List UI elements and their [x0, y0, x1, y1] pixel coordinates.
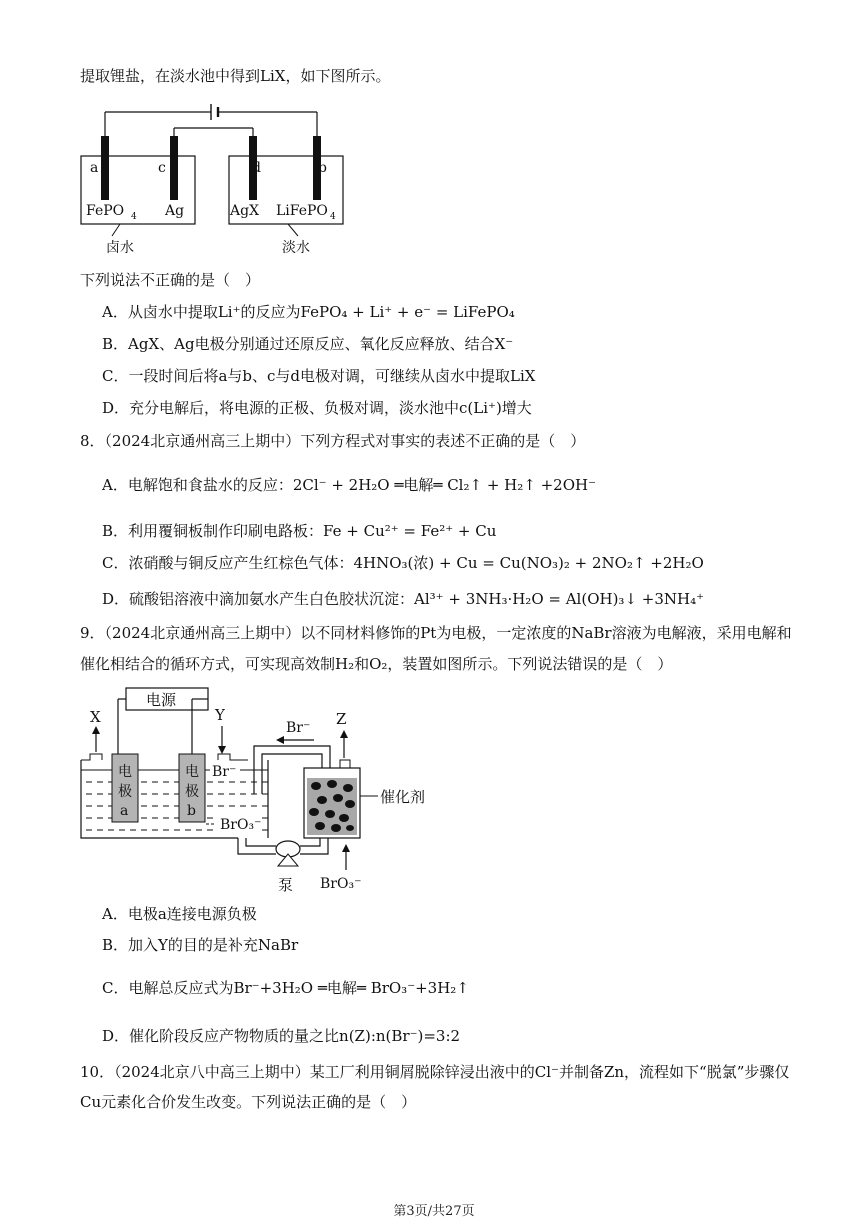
label-z: Z: [336, 710, 347, 728]
q7-stem: 下列说法不正确的是（ ）: [80, 271, 261, 289]
elec-a-char2: 极: [118, 784, 132, 800]
electrode-c: [170, 136, 178, 200]
label-pump: 泵: [278, 876, 294, 894]
q9-stem-line1: 9．（2024北京通州高三上期中）以不同材料修饰的Pt为电极，一定浓度的NaBr溶液为电解液，采用电解和: [80, 624, 792, 642]
q7-option-b: B．AgX、Ag电极分别通过还原反应、氧化反应释放、结合X⁻: [102, 335, 514, 353]
q9-option-b: B．加入Y的目的是补充NaBr: [102, 936, 299, 954]
label-a: a: [90, 160, 99, 176]
q7-option-a: A．从卤水中提取Li⁺的反应为FePO₄ + Li⁺ + e⁻ = LiFePO₄: [102, 303, 515, 321]
elec-b-char1: 电: [185, 764, 199, 780]
label-c: c: [158, 160, 166, 176]
material-ag: Ag: [165, 203, 185, 219]
label-brine: 卤水: [106, 240, 134, 256]
label-bro3-tank: BrO₃⁻: [220, 817, 262, 833]
label-catalyst: 催化剂: [380, 788, 426, 806]
label-x: X: [90, 708, 101, 726]
q8-option-d: D．硫酸铝溶液中滴加氨水产生白色胶状沉淀：Al³⁺ + 3NH₃·H₂O = Al(OH)₃↓ +3NH₄⁺: [102, 590, 705, 608]
label-freshwater: 淡水: [282, 240, 310, 256]
q8-option-c: C．浓硝酸与铜反应产生红棕色气体：4HNO₃(浓) + Cu = Cu(NO₃)₂ + 2NO₂↑ +2H₂O: [102, 554, 704, 572]
elec-a-char3: a: [120, 803, 129, 819]
figure-electrolysis-tanks: [78, 96, 358, 258]
elec-b-char2: 极: [185, 784, 199, 800]
subscript-4b: 4: [330, 212, 336, 222]
label-b: b: [318, 160, 327, 176]
material-agx: AgX: [230, 203, 260, 219]
label-bro3-flow: BrO₃⁻: [320, 876, 362, 892]
q7-option-d: D．充分电解后，将电源的正极、负极对调，淡水池中c(Li⁺)增大: [102, 399, 532, 417]
power-label: 电源: [146, 691, 177, 709]
q9-stem-line2: 催化相结合的循环方式，可实现高效制H₂和O₂，装置如图所示。下列说法错误的是（ ）: [80, 655, 673, 673]
material-fepo4: FePO: [86, 203, 125, 219]
label-br-tank: Br⁻: [212, 764, 237, 780]
q7-option-c: C．一段时间后将a与b、c与d电极对调，可继续从卤水中提取LiX: [102, 367, 536, 385]
label-br-flow: Br⁻: [286, 720, 311, 736]
q9-option-a: A．电极a连接电源负极: [102, 905, 257, 923]
q8-stem: 8．（2024北京通州高三上期中）下列方程式对事实的表述不正确的是（ ）: [80, 432, 586, 450]
q9-option-d: D．催化阶段反应产物物质的量之比n(Z):n(Br⁻)=3:2: [102, 1027, 461, 1045]
electrode-a: [101, 136, 109, 200]
label-d: d: [252, 160, 261, 176]
q8-option-a: A．电解饱和食盐水的反应：2Cl⁻ + 2H₂O ═电解═ Cl₂↑ + H₂↑ +2OH⁻: [102, 476, 597, 494]
material-lifepo4: LiFePO: [276, 203, 328, 219]
q10-line1: 10．（2024北京八中高三上期中）某工厂利用铜屑脱除锌浸出液中的Cl⁻并制备Zn，流程如下“脱氯”步骤仅: [80, 1063, 790, 1081]
q10-line2: Cu元素化合价发生改变。下列说法正确的是（ ）: [80, 1093, 417, 1111]
label-y: Y: [215, 706, 225, 724]
figure-electrolysis-catalysis: [78, 684, 458, 898]
q8-option-b: B．利用覆铜板制作印刷电路板：Fe + Cu²⁺ = Fe²⁺ + Cu: [102, 522, 497, 540]
page-footer: 第3页/共27页: [393, 1204, 475, 1219]
elec-a-char1: 电: [118, 764, 132, 780]
intro-text: 提取锂盐，在淡水池中得到LiX，如下图所示。: [80, 67, 391, 85]
q9-option-c: C．电解总反应式为Br⁻+3H₂O ═电解═ BrO₃⁻+3H₂↑: [102, 979, 469, 997]
elec-b-char3: b: [187, 803, 196, 819]
subscript-4: 4: [131, 212, 137, 222]
